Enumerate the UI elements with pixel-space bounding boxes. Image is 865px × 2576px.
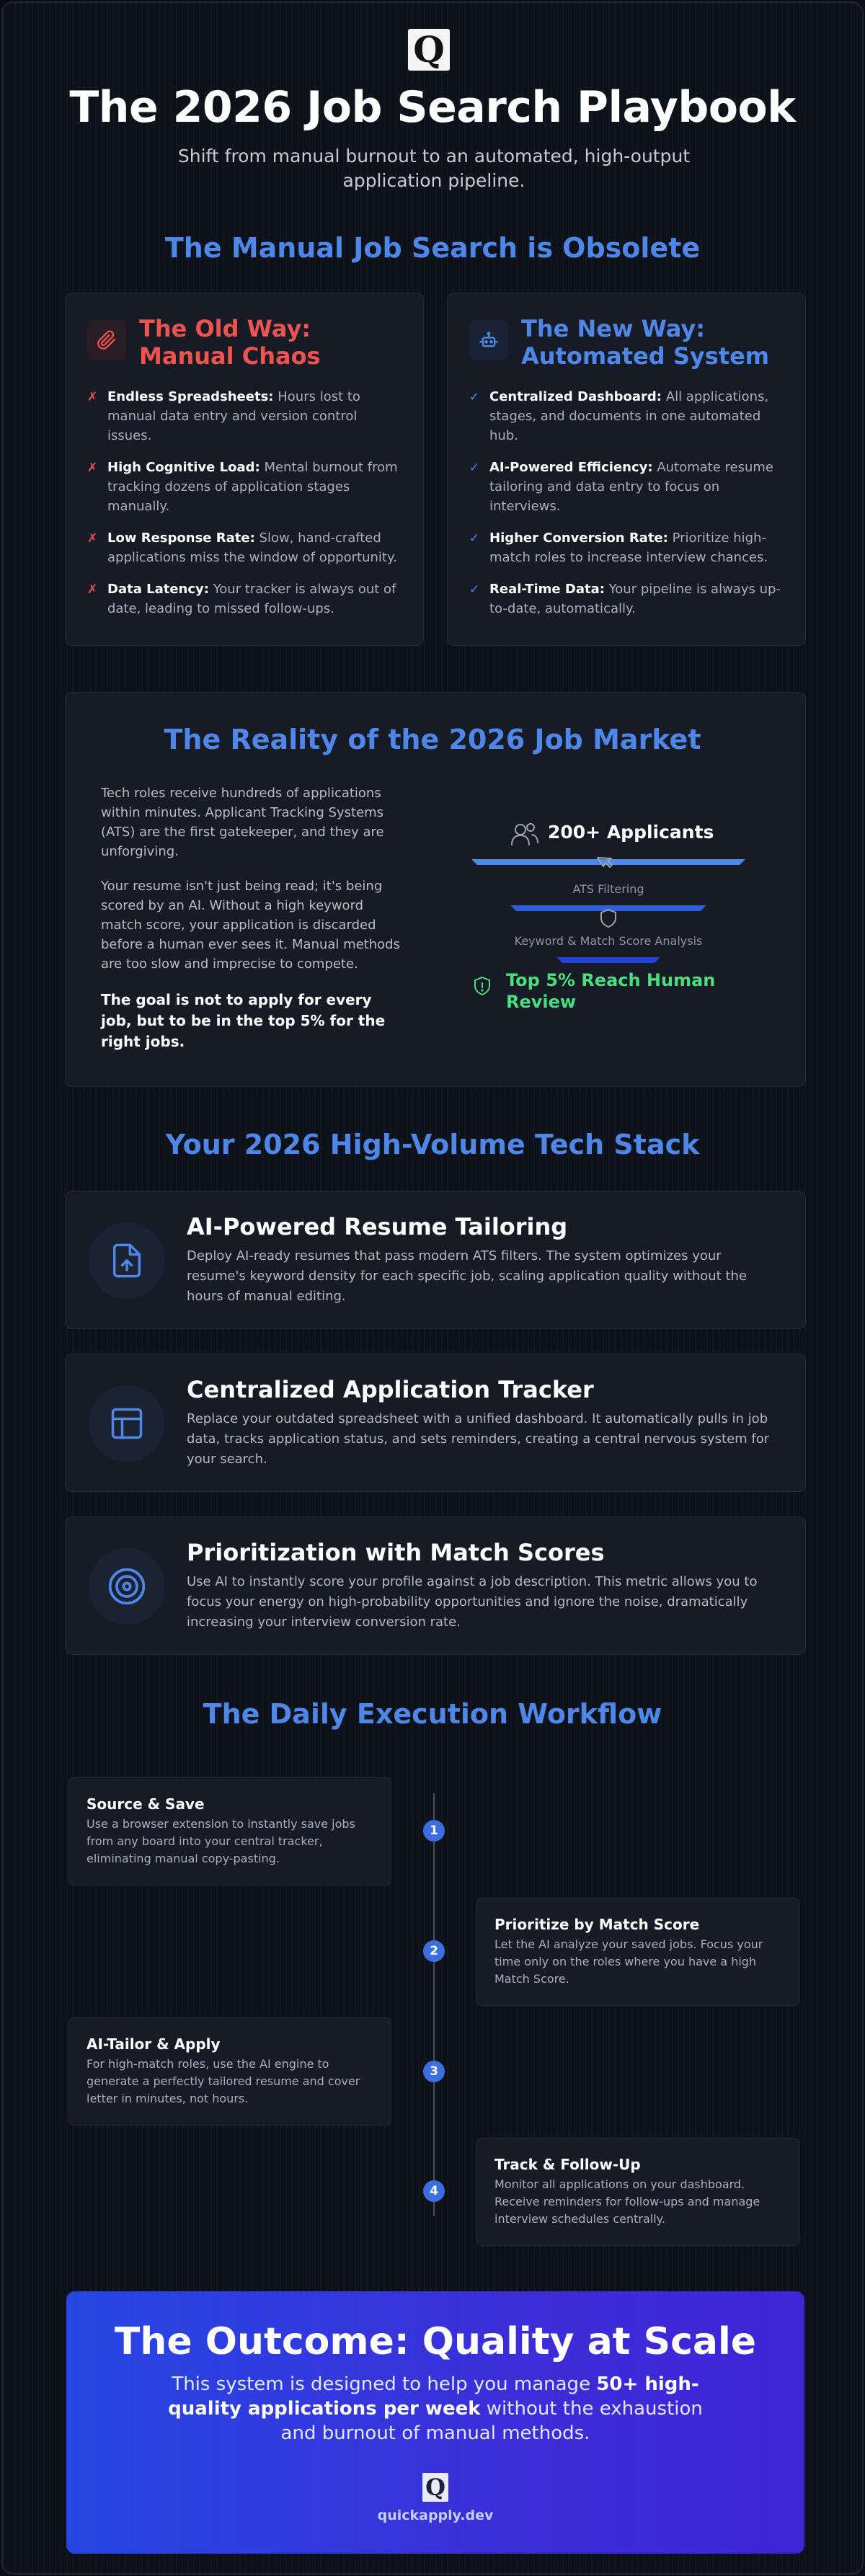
funnel-result-line-2: Review (506, 992, 577, 1012)
step-number-badge: 3 (423, 2061, 445, 2082)
item-text: Prioritize high-match roles to increase interview chances. (489, 530, 768, 565)
page-subtitle: Shift from manual burnout to an automated, high-output application pipeline. (177, 146, 691, 191)
outcome-banner (66, 2291, 804, 2554)
cross-icon: ✗ (87, 531, 98, 546)
tech-title: AI-Powered Resume Tailoring (187, 1213, 568, 1240)
item-label: Real-Time Data: (489, 582, 605, 597)
workflow-step-2 (476, 1898, 799, 2006)
page-title: The 2026 Job Search Playbook (69, 82, 796, 133)
tech-card-resume (65, 1191, 806, 1329)
paperclip-icon (87, 321, 126, 360)
section-heading-obsolete: The Manual Job Search is Obsolete (164, 232, 701, 264)
funnel-top-label: 200+ Applicants (548, 822, 714, 843)
list-item (469, 579, 786, 618)
step-description: Use a browser extension to instantly save jobs from any board into your central tracker, eliminating manual copy-pasting. (86, 1817, 355, 1865)
section-heading-reality: The Reality of the 2026 Job Market (164, 724, 701, 755)
outcome-text (160, 2372, 711, 2446)
workflow-step-3 (68, 2017, 391, 2126)
check-icon: ✓ (469, 531, 480, 546)
reality-goal: The goal is not to apply for every job, but to be in the top 5% for the right jobs. (101, 991, 386, 1050)
section-heading-stack: Your 2026 High-Volume Tech Stack (165, 1129, 700, 1160)
old-way-card (65, 293, 424, 646)
item-text: Hours lost to manual data entry and version control issues. (107, 389, 360, 443)
step-title: Prioritize by Match Score (494, 1916, 700, 1933)
step-title: Source & Save (86, 1795, 205, 1813)
item-text: Your tracker is always out of date, leading to missed follow-ups. (107, 582, 396, 616)
old-way-list (87, 387, 404, 631)
tech-description: Replace your outdated spreadsheet with a unified dashboard. It automatically pulls in job data, tracks application status, and sets reminders, creating a central nervous system for your search. (187, 1411, 770, 1467)
tech-description: Deploy AI-ready resumes that pass modern ATS filters. The system optimizes your resume's keyword density for each specific job, scaling application quality without the hours of manual editing. (187, 1248, 748, 1304)
step-number-badge: 1 (423, 1820, 445, 1842)
list-item (87, 579, 404, 618)
cross-icon: ✗ (87, 582, 98, 597)
users-icon (512, 824, 538, 845)
item-label: Higher Conversion Rate: (489, 530, 668, 546)
new-way-card (447, 293, 806, 646)
step-description: For high-match roles, use the AI engine to generate a perfectly tailored resume and cover letter in minutes, not hours. (86, 2057, 360, 2105)
page-frame (1, 1, 864, 2575)
brand-logo-letter: Q (413, 28, 445, 71)
item-text: Mental burnout from tracking dozens of application stages manually. (107, 460, 398, 514)
shield-icon (601, 910, 616, 927)
item-label: High Cognitive Load: (107, 460, 260, 475)
check-icon: ✓ (469, 582, 480, 597)
step-description: Monitor all applications on your dashboard. Receive reminders for follow-ups and manage interview schedules centrally. (494, 2177, 760, 2226)
item-label: Centralized Dashboard: (489, 389, 662, 404)
target-icon (89, 1548, 165, 1625)
brand-logo (408, 29, 450, 71)
funnel-result-line-1: Top 5% Reach Human (506, 970, 716, 990)
funnel-stage-keyword: Keyword & Match Score Analysis (514, 934, 703, 948)
new-way-list (469, 387, 786, 631)
tech-card-tracker (65, 1354, 806, 1492)
tech-card-match (65, 1516, 806, 1655)
reality-paragraph-1: Tech roles receive hundreds of applications within minutes. Applicant Tracking Systems (ATS) are the first gatekeeper, and they are unforgiving. (101, 786, 384, 859)
item-text: All applications, stages, and documents in one automated hub. (489, 389, 769, 443)
list-item (469, 458, 786, 516)
reality-paragraph-2: Your resume isn't just being read; it's being scored by an AI. Without a high keyword match score, your application is discarded before a human ever sees it. Manual methods are too slow and imprecise to compete. (101, 879, 400, 972)
outcome-text-highlight: 50+ high-quality applications per week (168, 2373, 699, 2420)
funnel-bar-bottom (556, 957, 660, 963)
old-way-title: The Old Way: Manual Chaos (139, 315, 321, 370)
funnel-stage-ats: ATS Filtering (572, 882, 644, 896)
file-upload-icon (89, 1222, 165, 1299)
step-number-badge: 2 (423, 1940, 445, 1962)
outcome-text-start: This system is designed to help you manage (172, 2373, 597, 2395)
step-title: Track & Follow-Up (494, 2156, 641, 2173)
step-description: Let the AI analyze your saved jobs. Focus your time only on the roles where you have a high Match Score. (494, 1937, 763, 1986)
step-number-badge: 4 (423, 2180, 445, 2202)
item-text: Your pipeline is always up-to-date, automatically. (489, 582, 781, 616)
tech-description: Use AI to instantly score your profile against a job description. This metric allows you to focus your energy on high-probability opportunities and ignore the noise, dramatically increasing your interview conversion rate. (187, 1574, 758, 1630)
robot-icon (469, 321, 508, 360)
new-way-title: The New Way: Automated System (521, 315, 770, 370)
item-label: Data Latency: (107, 582, 209, 597)
item-label: AI-Powered Efficiency: (489, 460, 653, 475)
list-item (469, 528, 786, 567)
applicant-funnel (464, 813, 767, 1022)
list-item (469, 387, 786, 445)
tech-title: Prioritization with Match Scores (187, 1539, 605, 1566)
cross-icon: ✗ (87, 461, 98, 475)
item-text: Slow, hand-crafted applications miss the window of opportunity. (107, 530, 397, 565)
section-heading-workflow: The Daily Execution Workflow (203, 1698, 662, 1730)
footer-url-link[interactable]: quickapply.dev (377, 2508, 494, 2523)
item-label: Low Response Rate: (107, 530, 255, 546)
outcome-title: The Outcome: Quality at Scale (114, 2320, 757, 2363)
list-item (87, 458, 404, 516)
list-item (87, 387, 404, 445)
timeline-line (433, 1793, 435, 2216)
footer-logo-letter: Q (425, 2474, 445, 2501)
item-text: Automate resume tailoring and data entry to focus on interviews. (489, 460, 773, 514)
footer-logo (422, 2473, 448, 2502)
workflow-step-1 (68, 1777, 391, 1886)
workflow-step-4 (476, 2138, 799, 2246)
cross-icon: ✗ (87, 390, 98, 404)
check-icon: ✓ (469, 461, 480, 475)
step-title: AI-Tailor & Apply (86, 2035, 221, 2053)
success-shield-icon (475, 977, 489, 995)
check-icon: ✓ (469, 390, 480, 404)
list-item (87, 528, 404, 567)
dashboard-layout-icon (89, 1385, 165, 1462)
outcome-text-end: without the exhaustion and burnout of manual methods. (280, 2398, 703, 2444)
tech-title: Centralized Application Tracker (187, 1376, 594, 1403)
item-label: Endless Spreadsheets: (107, 389, 274, 404)
